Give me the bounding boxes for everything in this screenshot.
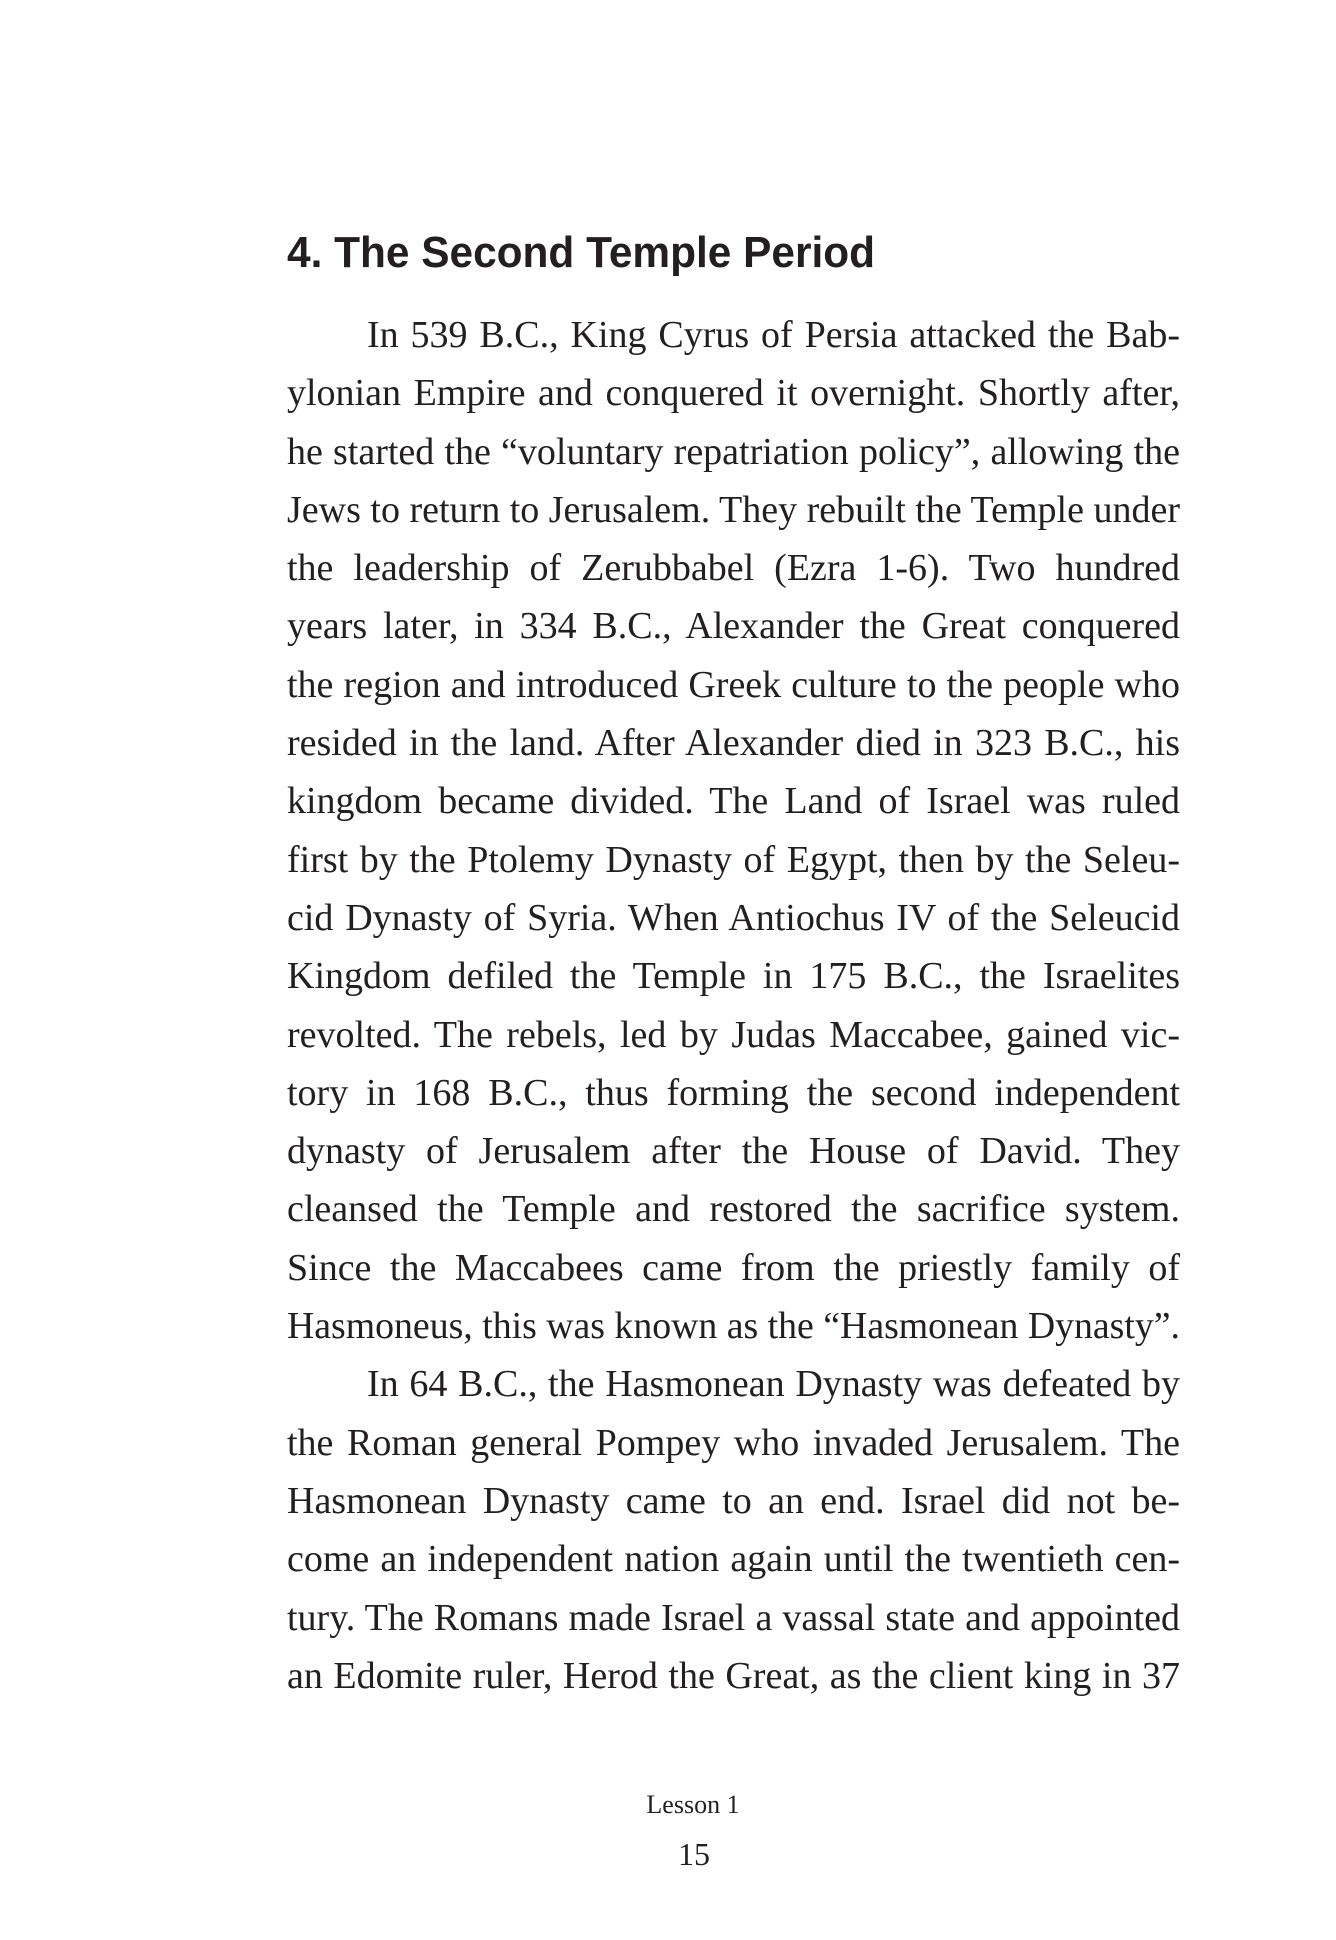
text-line [287, 947, 1180, 1005]
text-line-content: the Roman general Pompey who invaded Jerusalem. The [287, 1421, 1180, 1464]
text-line [287, 889, 1180, 947]
text-line-content: tury. The Romans made Israel a vassal state and appointed [287, 1596, 1180, 1639]
text-line [287, 1064, 1180, 1122]
paragraph [287, 306, 1180, 1355]
text-line [287, 1414, 1180, 1472]
paragraph [287, 1355, 1180, 1705]
text-line [287, 423, 1180, 481]
text-line [287, 1647, 1180, 1705]
text-line-content: an Edomite ruler, Herod the Great, as the client king in 37 [287, 1654, 1180, 1697]
text-line [287, 1180, 1180, 1238]
text-line-content: cleansed the Temple and restored the sacrifice system. [287, 1188, 1180, 1231]
text-line [287, 1122, 1180, 1180]
text-line-content: cid Dynasty of Syria. When Antiochus IV of the Seleucid [287, 896, 1180, 939]
text-line [287, 306, 1180, 364]
text-line-content: In 64 B.C., the Hasmonean Dynasty was defeated by [367, 1363, 1180, 1406]
text-line [287, 1472, 1180, 1530]
text-line [287, 714, 1180, 772]
text-line [287, 539, 1180, 597]
text-line-content: Since the Maccabees came from the priestly family of [287, 1246, 1180, 1289]
text-line [287, 1355, 1180, 1413]
text-line [287, 364, 1180, 422]
text-line-content: dynasty of Jerusalem after the House of David. They [287, 1130, 1180, 1173]
text-line [287, 1530, 1180, 1588]
body-text [287, 306, 1180, 1705]
text-line-content: Hasmonean Dynasty came to an end. Israel did not be- [287, 1479, 1180, 1522]
text-line [287, 656, 1180, 714]
text-line-content: tory in 168 B.C., thus forming the second independent [287, 1071, 1180, 1114]
text-line-content: In 539 B.C., King Cyrus of Persia attacked the Bab- [367, 314, 1180, 356]
text-line-content: Kingdom defiled the Temple in 175 B.C., the Israelites [287, 955, 1180, 998]
text-line [287, 1239, 1180, 1297]
running-footer: Lesson 1 [646, 1790, 740, 1819]
text-line-content: Jews to return to Jerusalem. They rebuilt the Temple under [287, 488, 1180, 531]
text-line [287, 772, 1180, 830]
section-title: 4. The Second Temple Period [287, 228, 875, 277]
text-line-content: the leadership of Zerubbabel (Ezra 1-6). Two hundred [287, 547, 1180, 590]
text-line-content: years later, in 334 B.C., Alexander the Great conquered [287, 605, 1180, 648]
text-line [287, 1589, 1180, 1647]
text-line [287, 1006, 1180, 1064]
page-number: 15 [678, 1836, 710, 1872]
text-line-content: come an independent nation again until the twentieth cen- [287, 1538, 1180, 1581]
text-line [287, 481, 1180, 539]
text-line-content: he started the “voluntary repatriation policy”, allowing the [287, 430, 1180, 473]
text-line-content: revolted. The rebels, led by Judas Maccabee, gained vic- [287, 1013, 1180, 1056]
text-line-content: ylonian Empire and conquered it overnight. Shortly after, [287, 372, 1180, 415]
text-line [287, 1297, 1180, 1355]
text-line [287, 831, 1180, 889]
text-line-content: resided in the land. After Alexander died in 323 B.C., his [287, 722, 1180, 765]
text-line [287, 597, 1180, 655]
text-line-content: the region and introduced Greek culture to the people who [287, 663, 1180, 706]
text-line-content: Hasmoneus, this was known as the “Hasmonean Dynasty”. [287, 1305, 1180, 1348]
text-line-content: first by the Ptolemy Dynasty of Egypt, then by the Seleu- [287, 838, 1180, 881]
text-line-content: kingdom became divided. The Land of Israel was ruled [287, 780, 1180, 823]
